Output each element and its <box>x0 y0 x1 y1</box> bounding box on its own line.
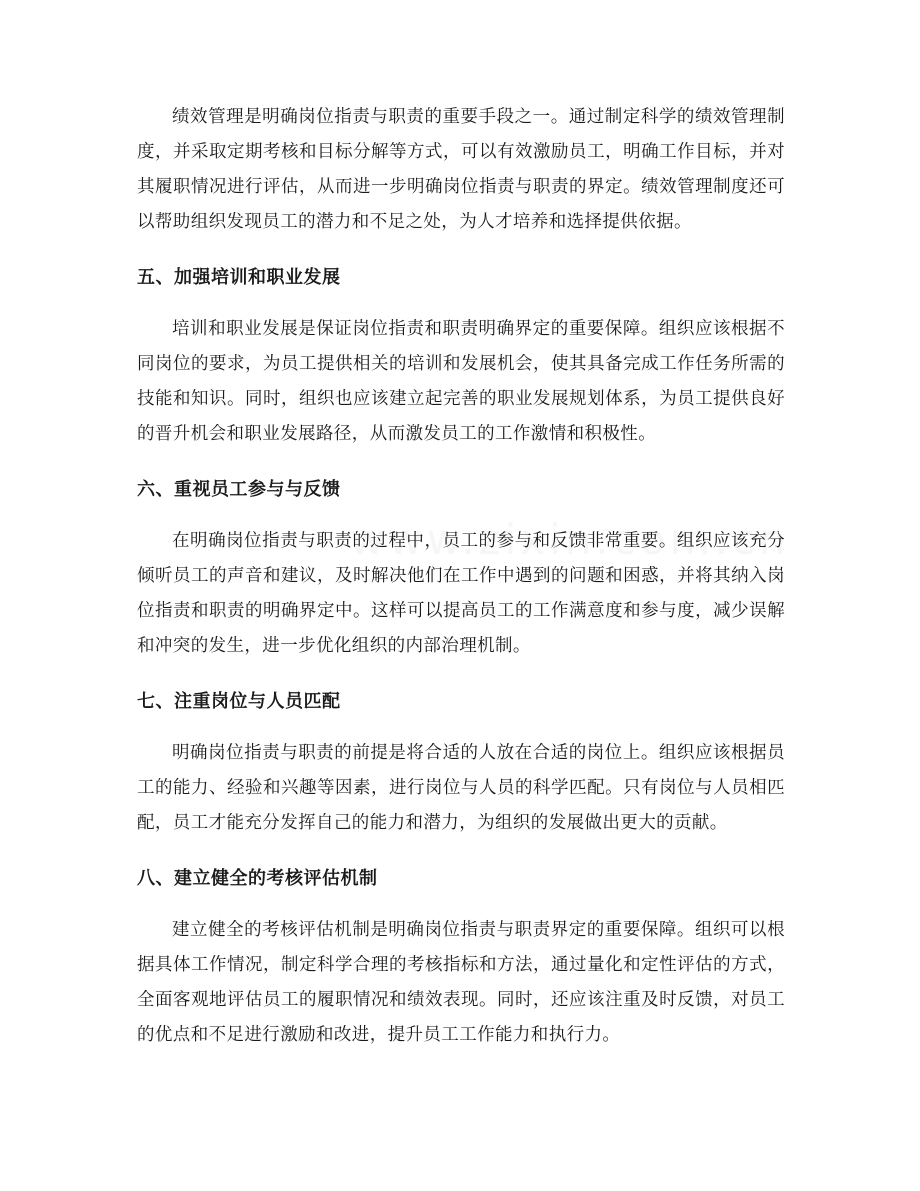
paragraph-employee-feedback: 在明确岗位指责与职责的过程中，员工的参与和反馈非常重要。组织应该充分倾听员工的声音和建议，及时解决他们在工作中遇到的问题和困惑，并将其纳入岗位指责和职责的明确界定中。这样可以提高员工的工作满意度和参与度，减少误解和冲突的发生，进一步优化组织的内部治理机制。 <box>137 531 785 656</box>
paragraph-assessment: 建立健全的考核评估机制是明确岗位指责与职责界定的重要保障。组织可以根据具体工作情况，制定科学合理的考核指标和方法，通过量化和定性评估的方式，全面客观地评估员工的履职情况和绩效表现。同时，还应该注重及时反馈，对员工的优点和不足进行激励和改进，提升员工工作能力和执行力。 <box>137 920 785 1045</box>
document-body <box>137 100 785 1053</box>
heading-training: 五、加强培训和职业发展 <box>137 267 341 288</box>
heading-position-matching: 七、注重岗位与人员匹配 <box>137 691 341 712</box>
paragraph-training: 培训和职业发展是保证岗位指责和职责明确界定的重要保障。组织应该根据不同岗位的要求，为员工提供相关的培训和发展机会，使其具备完成工作任务所需的技能和知识。同时，组织也应该建立起完善的职业发展规划体系，为员工提供良好的晋升机会和职业发展路径，从而激发员工的工作激情和积极性。 <box>137 319 785 444</box>
heading-assessment: 八、建立健全的考核评估机制 <box>137 868 378 889</box>
paragraph-performance-management: 绩效管理是明确岗位指责与职责的重要手段之一。通过制定科学的绩效管理制度，并采取定期考核和目标分解等方式，可以有效激励员工，明确工作目标，并对其履职情况进行评估，从而进一步明确岗位指责与职责的界定。绩效管理制度还可以帮助组织发现员工的潜力和不足之处，为人才培养和选择提供依据。 <box>137 107 785 232</box>
heading-employee-feedback: 六、重视员工参与与反馈 <box>137 479 341 500</box>
paragraph-position-matching: 明确岗位指责与职责的前提是将合适的人放在合适的岗位上。组织应该根据员工的能力、经验和兴趣等因素，进行岗位与人员的科学匹配。只有岗位与人员相匹配，员工才能充分发挥自己的能力和潜力，为组织的发展做出更大的贡献。 <box>137 743 785 833</box>
